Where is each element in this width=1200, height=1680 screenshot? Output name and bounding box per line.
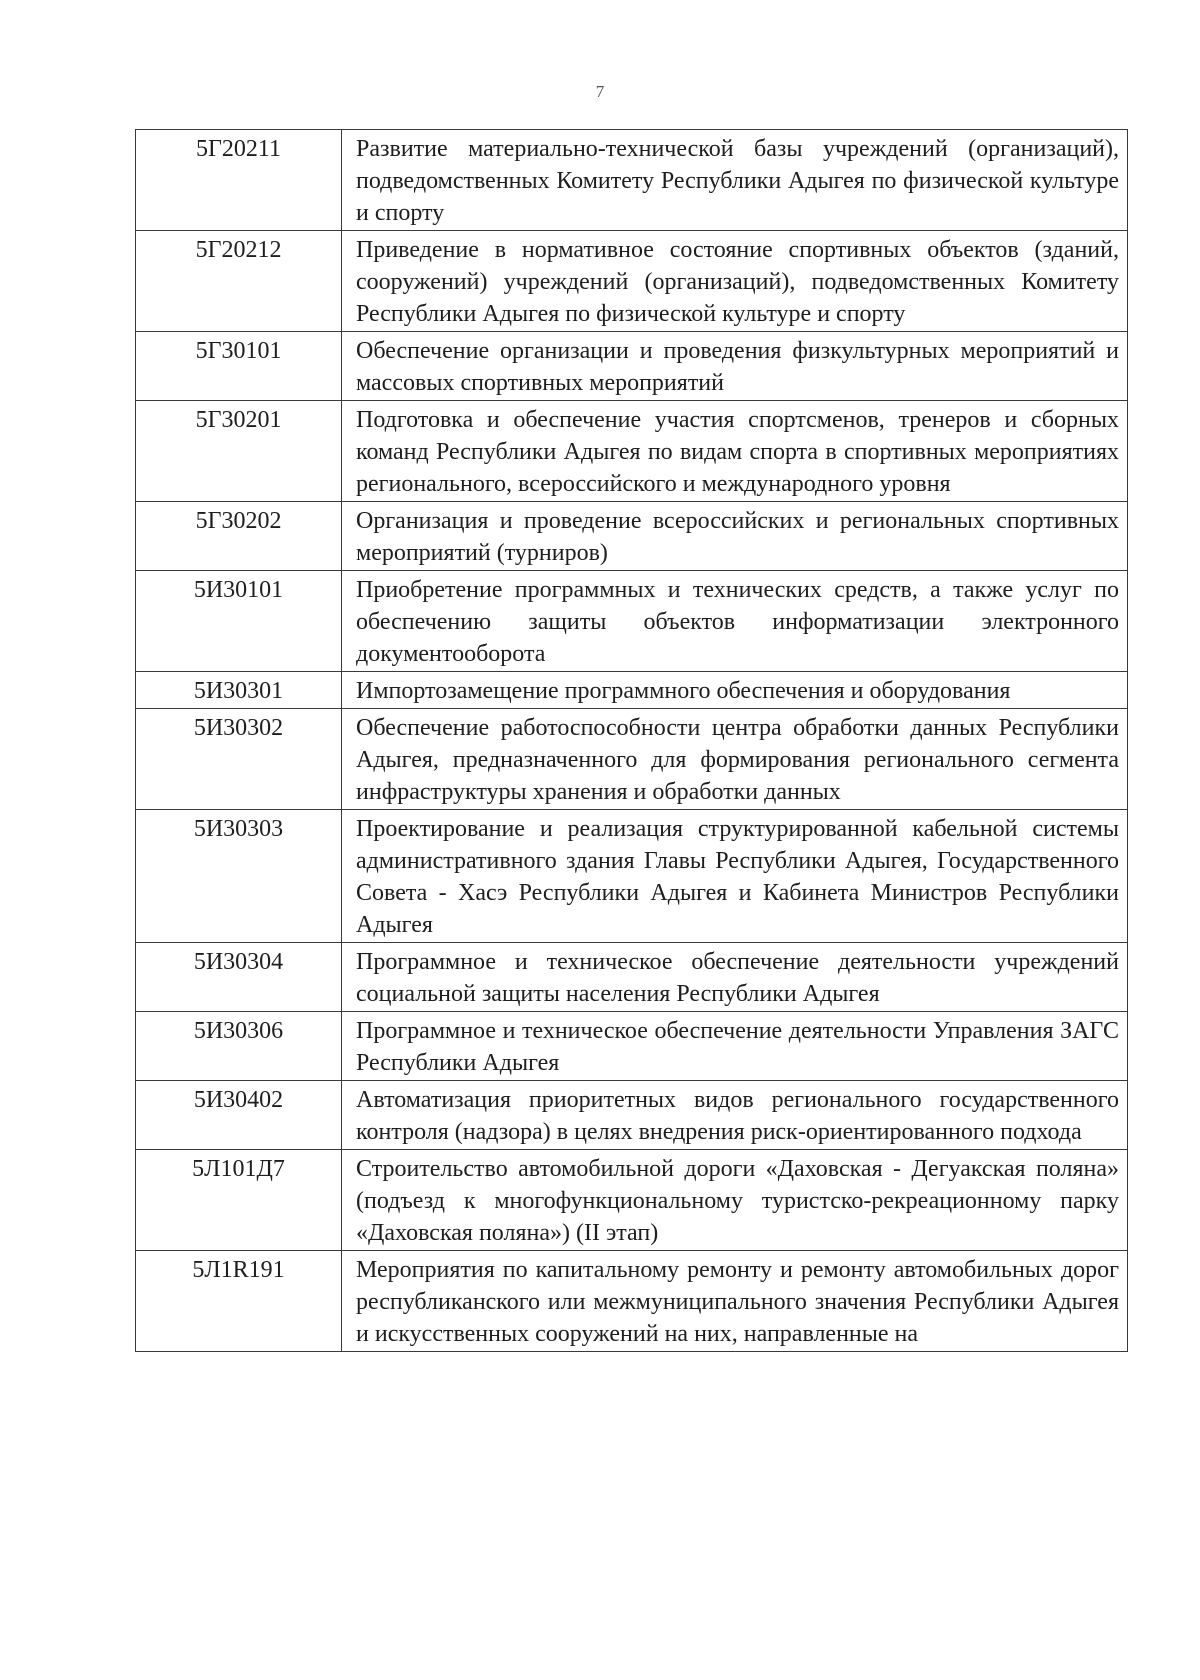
page-number: 7 [595, 82, 605, 101]
row-description: Автоматизация приоритетных видов регионального государственного контроля (надзора) в целях внедрения риск-ориентированного подхода [342, 1081, 1128, 1150]
table-row [136, 1012, 1128, 1081]
table-row [136, 1150, 1128, 1251]
table-row [136, 943, 1128, 1012]
row-code: 5Г20212 [136, 231, 342, 332]
table-row [136, 332, 1128, 401]
table-row [136, 502, 1128, 571]
row-code: 5Г30101 [136, 332, 342, 401]
row-description: Развитие материально-технической базы учреждений (организаций), подведомственных Комитету Республики Адыгея по физической культуре и спорту [342, 130, 1128, 231]
row-code: 5И30402 [136, 1081, 342, 1150]
row-description: Программное и техническое обеспечение деятельности учреждений социальной защиты населения Республики Адыгея [342, 943, 1128, 1012]
row-description: Приобретение программных и технических средств, а также услуг по обеспечению защиты объектов информатизации электронного документооборота [342, 571, 1128, 672]
table-row [136, 401, 1128, 502]
row-code: 5И30304 [136, 943, 342, 1012]
table-row [136, 1251, 1128, 1352]
row-description: Импортозамещение программного обеспечения и оборудования [342, 672, 1128, 709]
row-code: 5Л1R191 [136, 1251, 342, 1352]
row-description: Проектирование и реализация структурированной кабельной системы административного здания Главы Республики Адыгея, Государственного Совета - Хасэ Республики Адыгея и Кабинета Министров Республики Адыгея [342, 810, 1128, 943]
budget-codes-table [135, 129, 1128, 1352]
row-code: 5И30303 [136, 810, 342, 943]
table-row [136, 810, 1128, 943]
row-code: 5И30101 [136, 571, 342, 672]
table-row [136, 709, 1128, 810]
row-code: 5И30301 [136, 672, 342, 709]
row-description: Программное и техническое обеспечение деятельности Управления ЗАГС Республики Адыгея [342, 1012, 1128, 1081]
row-description: Обеспечение организации и проведения физкультурных мероприятий и массовых спортивных мероприятий [342, 332, 1128, 401]
table-row [136, 571, 1128, 672]
row-description: Организация и проведение всероссийских и региональных спортивных мероприятий (турниров) [342, 502, 1128, 571]
table-row [136, 231, 1128, 332]
table-row [136, 1081, 1128, 1150]
row-code: 5Л101Д7 [136, 1150, 342, 1251]
row-description: Обеспечение работоспособности центра обработки данных Республики Адыгея, предназначенного для формирования регионального сегмента инфраструктуры хранения и обработки данных [342, 709, 1128, 810]
row-description: Приведение в нормативное состояние спортивных объектов (зданий, сооружений) учреждений (организаций), подведомственных Комитету Республики Адыгея по физической культуре и спорту [342, 231, 1128, 332]
row-description: Строительство автомобильной дороги «Даховская - Дегуакская поляна» (подъезд к многофункциональному туристско-рекреационному парку «Даховская поляна») (II этап) [342, 1150, 1128, 1251]
row-description: Подготовка и обеспечение участия спортсменов, тренеров и сборных команд Республики Адыгея по видам спорта в спортивных мероприятиях регионального, всероссийского и международного уровня [342, 401, 1128, 502]
row-code: 5И30306 [136, 1012, 342, 1081]
row-description: Мероприятия по капитальному ремонту и ремонту автомобильных дорог республиканского или межмуниципального значения Республики Адыгея и искусственных сооружений на них, направленные на [342, 1251, 1128, 1352]
row-code: 5И30302 [136, 709, 342, 810]
table-row [136, 130, 1128, 231]
row-code: 5Г30201 [136, 401, 342, 502]
row-code: 5Г30202 [136, 502, 342, 571]
table-row [136, 672, 1128, 709]
row-code: 5Г20211 [136, 130, 342, 231]
